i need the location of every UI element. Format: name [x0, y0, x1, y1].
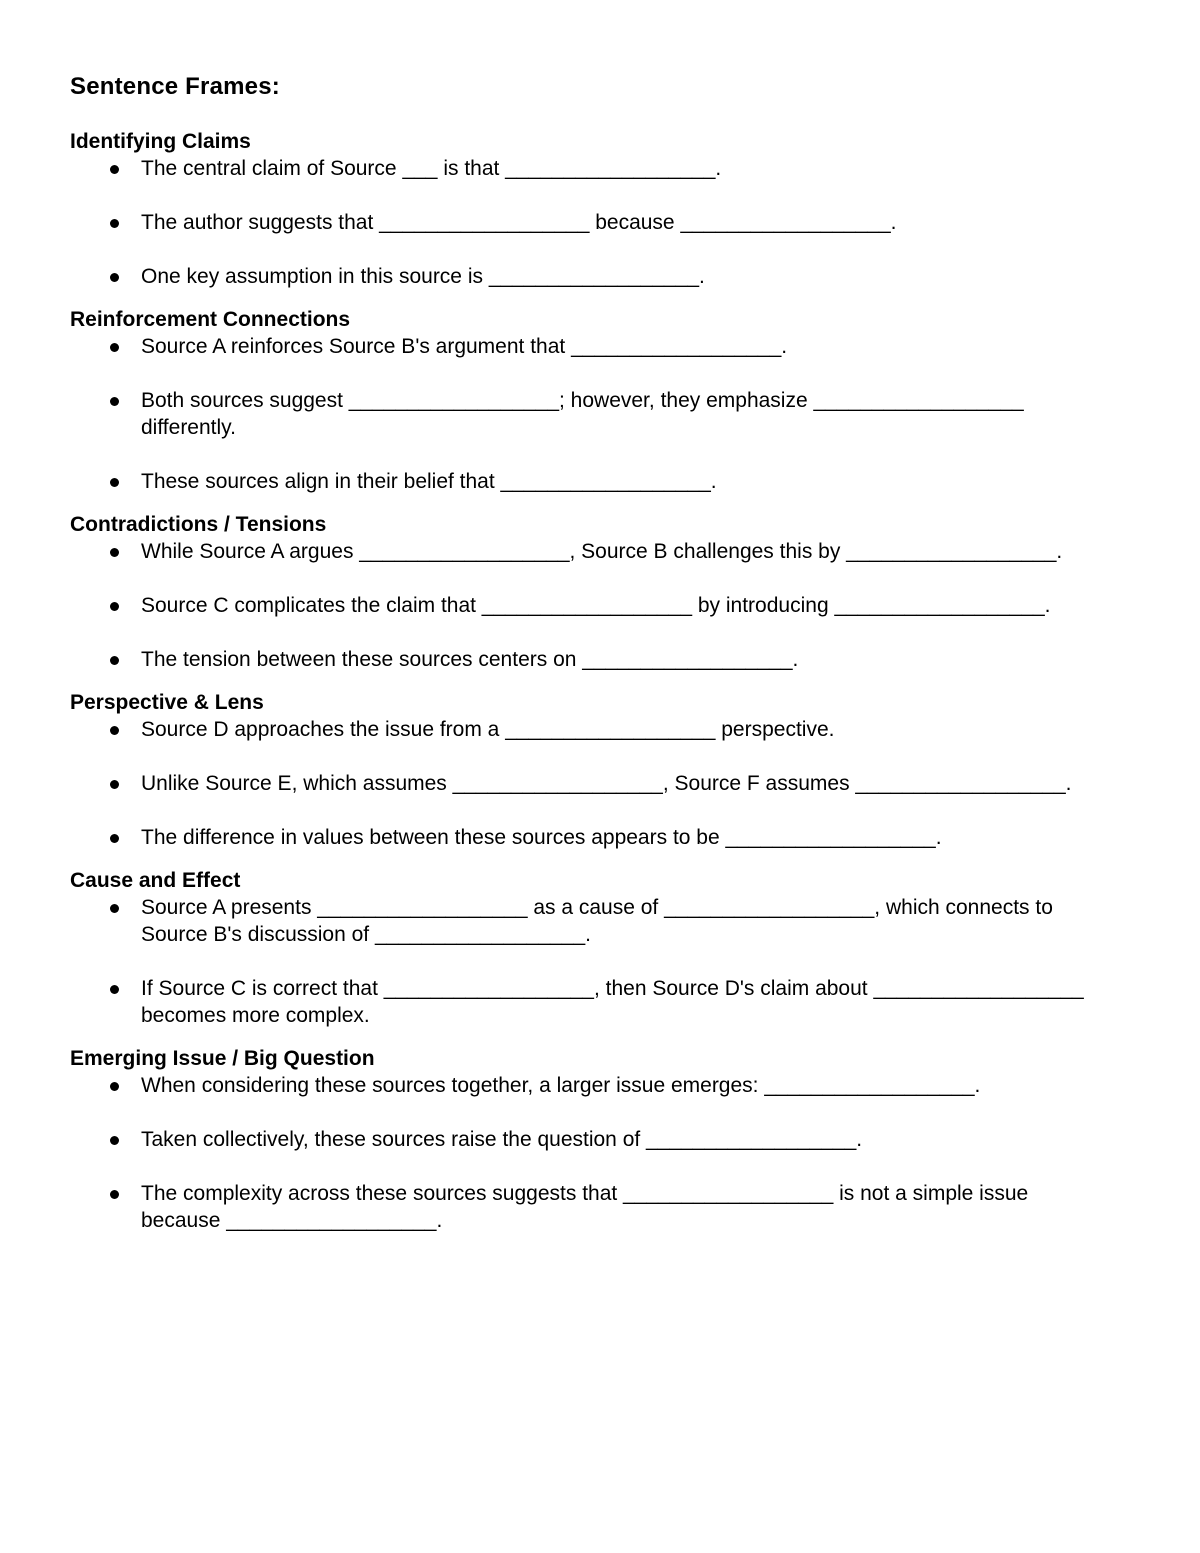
bullet-icon: [110, 834, 119, 843]
bullet-icon: [110, 165, 119, 174]
section-reinforcement-connections: [70, 306, 1130, 495]
frame-text: When considering these sources together, a larger issue emerges: __________________.: [141, 1074, 981, 1097]
bullet-icon: [110, 602, 119, 611]
list-item: [70, 975, 1101, 1029]
section-heading: Reinforcement Connections: [70, 308, 351, 331]
bullet-icon: [110, 780, 119, 789]
frame-list: [70, 333, 1130, 495]
frame-list: [70, 155, 1130, 290]
list-item: [70, 155, 1101, 182]
section-heading: Contradictions / Tensions: [70, 513, 327, 536]
section-spacer: [70, 495, 1130, 511]
list-item: [70, 468, 1101, 495]
section-identifying-claims: [70, 128, 1130, 290]
list-item: [70, 333, 1101, 360]
frame-text: Taken collectively, these sources raise the question of __________________.: [141, 1128, 863, 1151]
section-spacer: [70, 851, 1130, 867]
frame-list: [70, 716, 1130, 851]
list-item: [70, 263, 1101, 290]
bullet-icon: [110, 273, 119, 282]
title-spacer: [70, 104, 1130, 128]
section-contradictions-tensions: [70, 511, 1130, 673]
frame-text: Source C complicates the claim that __________________ by introducing __________________.: [141, 594, 1051, 617]
frame-text: While Source A argues __________________, Source B challenges this by __________________.: [141, 540, 1063, 563]
list-item: [70, 716, 1101, 743]
list-item: [70, 1072, 1101, 1099]
bullet-icon: [110, 397, 119, 406]
frame-text: Source A reinforces Source B's argument that __________________.: [141, 335, 788, 358]
section-spacer: [70, 1029, 1130, 1045]
bullet-icon: [110, 1082, 119, 1091]
section-perspective-lens: [70, 689, 1130, 851]
bullet-icon: [110, 1190, 119, 1199]
list-item: [70, 646, 1101, 673]
section-heading: Cause and Effect: [70, 869, 241, 892]
document-page: [70, 70, 1130, 1234]
frame-text: One key assumption in this source is __________________.: [141, 265, 705, 288]
frame-text: The central claim of Source ___ is that __________________.: [141, 157, 722, 180]
frame-text: These sources align in their belief that __________________.: [141, 470, 717, 493]
bullet-icon: [110, 478, 119, 487]
frame-text: The difference in values between these sources appears to be __________________.: [141, 826, 942, 849]
frame-text: Both sources suggest __________________; however, they emphasize __________________ differently.: [141, 389, 1030, 439]
section-spacer: [70, 673, 1130, 689]
frame-text: Unlike Source E, which assumes __________________, Source F assumes __________________.: [141, 772, 1072, 795]
frame-list: [70, 538, 1130, 673]
section-cause-and-effect: [70, 867, 1130, 1029]
frame-list: [70, 894, 1130, 1029]
list-item: [70, 894, 1101, 948]
list-item: [70, 387, 1101, 441]
list-item: [70, 209, 1101, 236]
bullet-icon: [110, 343, 119, 352]
section-heading: Identifying Claims: [70, 130, 251, 153]
section-heading: Emerging Issue / Big Question: [70, 1047, 375, 1070]
list-item: [70, 1126, 1101, 1153]
bullet-icon: [110, 726, 119, 735]
section-heading: Perspective & Lens: [70, 691, 264, 714]
frame-text: The tension between these sources centers on __________________.: [141, 648, 799, 671]
section-emerging-issue: [70, 1045, 1130, 1234]
frame-list: [70, 1072, 1130, 1234]
frame-text: The author suggests that __________________ because __________________.: [141, 211, 897, 234]
frame-text: Source D approaches the issue from a __________________ perspective.: [141, 718, 835, 741]
frame-text: The complexity across these sources suggests that __________________ is not a simple issue because __________________.: [141, 1182, 1035, 1232]
page-title: Sentence Frames:: [70, 73, 280, 100]
frame-text: If Source C is correct that __________________, then Source D's claim about __________________ becomes more complex.: [141, 977, 1090, 1027]
list-item: [70, 770, 1101, 797]
bullet-icon: [110, 904, 119, 913]
list-item: [70, 824, 1101, 851]
bullet-icon: [110, 219, 119, 228]
bullet-icon: [110, 548, 119, 557]
frame-text: Source A presents __________________ as a cause of __________________, which connects to Source B's discussion of __________________.: [141, 896, 1059, 946]
bullet-icon: [110, 1136, 119, 1145]
section-spacer: [70, 290, 1130, 306]
bullet-icon: [110, 656, 119, 665]
bullet-icon: [110, 985, 119, 994]
list-item: [70, 1180, 1101, 1234]
list-item: [70, 538, 1101, 565]
list-item: [70, 592, 1101, 619]
